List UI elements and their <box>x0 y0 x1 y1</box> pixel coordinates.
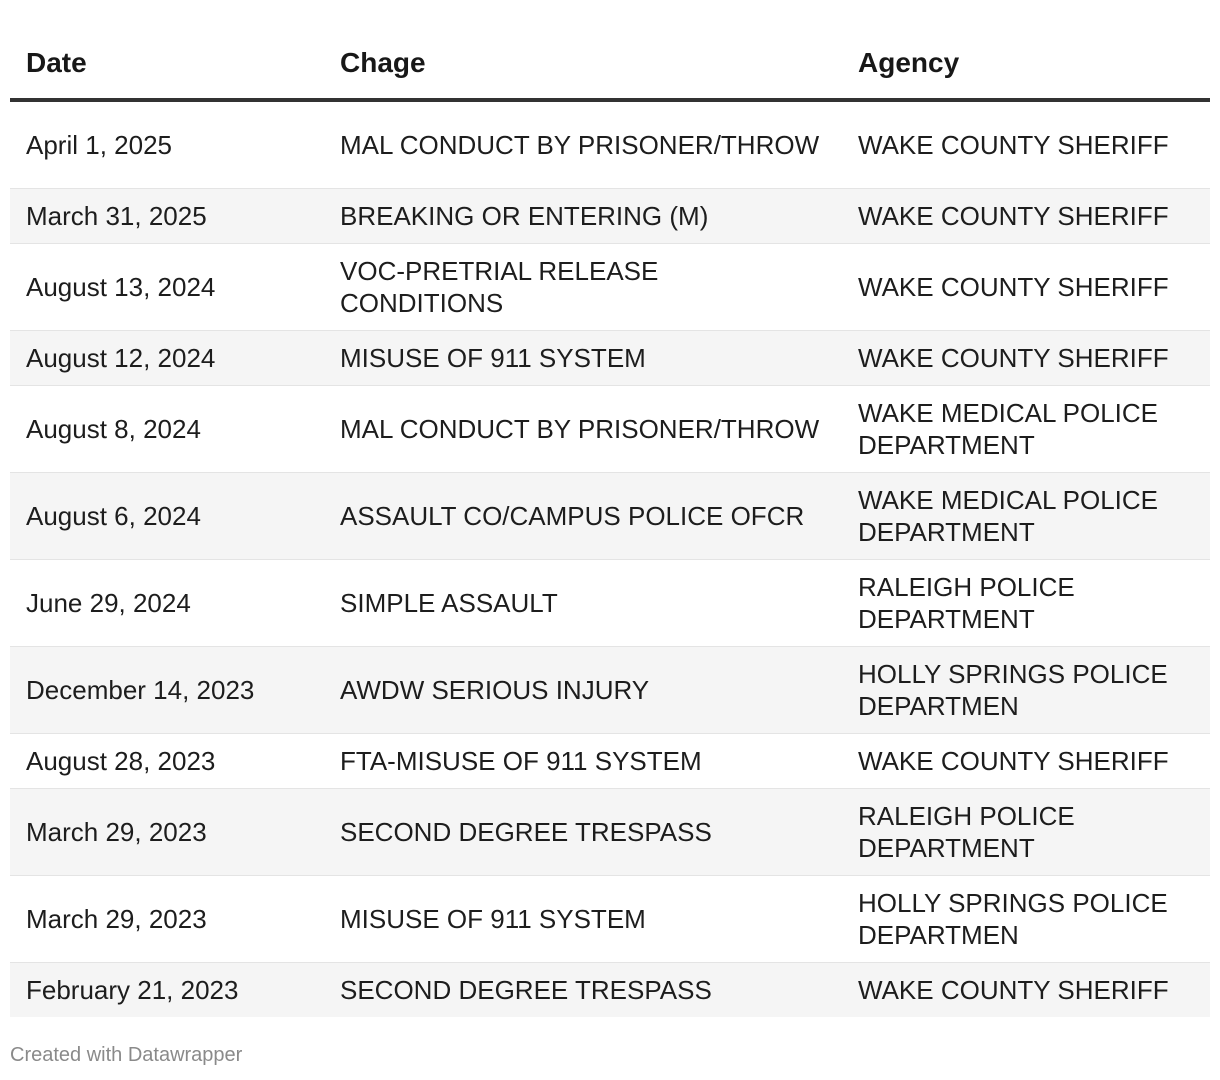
cell-date: August 6, 2024 <box>10 473 324 560</box>
cell-charge: MAL CONDUCT BY PRISONER/THROW <box>324 386 842 473</box>
cell-charge: BREAKING OR ENTERING (M) <box>324 189 842 244</box>
cell-agency: WAKE COUNTY SHERIFF <box>842 244 1210 331</box>
table-row <box>10 963 1210 1018</box>
arrest-records-table <box>10 26 1210 1017</box>
cell-date: August 13, 2024 <box>10 244 324 331</box>
cell-charge: ASSAULT CO/CAMPUS POLICE OFCR <box>324 473 842 560</box>
table-row <box>10 734 1210 789</box>
cell-agency: HOLLY SPRINGS POLICE DEPARTMEN <box>842 876 1210 963</box>
cell-agency: RALEIGH POLICE DEPARTMENT <box>842 560 1210 647</box>
cell-agency: WAKE MEDICAL POLICE DEPARTMENT <box>842 473 1210 560</box>
cell-agency: WAKE COUNTY SHERIFF <box>842 963 1210 1018</box>
cell-date: August 8, 2024 <box>10 386 324 473</box>
table-header-row <box>10 26 1210 100</box>
cell-charge: MAL CONDUCT BY PRISONER/THROW <box>324 100 842 189</box>
table-row <box>10 560 1210 647</box>
table-row <box>10 386 1210 473</box>
cell-charge: AWDW SERIOUS INJURY <box>324 647 842 734</box>
cell-date: April 1, 2025 <box>10 100 324 189</box>
cell-date: December 14, 2023 <box>10 647 324 734</box>
table-row <box>10 876 1210 963</box>
table-row <box>10 789 1210 876</box>
cell-agency: WAKE COUNTY SHERIFF <box>842 189 1210 244</box>
cell-charge: SIMPLE ASSAULT <box>324 560 842 647</box>
cell-date: June 29, 2024 <box>10 560 324 647</box>
cell-date: March 29, 2023 <box>10 876 324 963</box>
cell-agency: WAKE COUNTY SHERIFF <box>842 734 1210 789</box>
cell-charge: SECOND DEGREE TRESPASS <box>324 789 842 876</box>
cell-agency: RALEIGH POLICE DEPARTMENT <box>842 789 1210 876</box>
data-table-container <box>10 26 1210 1017</box>
cell-charge: MISUSE OF 911 SYSTEM <box>324 331 842 386</box>
table-row <box>10 647 1210 734</box>
cell-charge: MISUSE OF 911 SYSTEM <box>324 876 842 963</box>
table-row <box>10 244 1210 331</box>
cell-agency: HOLLY SPRINGS POLICE DEPARTMEN <box>842 647 1210 734</box>
cell-date: August 12, 2024 <box>10 331 324 386</box>
cell-agency: WAKE MEDICAL POLICE DEPARTMENT <box>842 386 1210 473</box>
cell-agency: WAKE COUNTY SHERIFF <box>842 100 1210 189</box>
footer-credit[interactable]: Created with Datawrapper <box>10 1044 243 1066</box>
column-header-agency[interactable]: Agency <box>842 26 1210 100</box>
cell-charge: FTA-MISUSE OF 911 SYSTEM <box>324 734 842 789</box>
table-row <box>10 100 1210 189</box>
column-header-date[interactable]: Date <box>10 26 324 100</box>
cell-date: August 28, 2023 <box>10 734 324 789</box>
cell-charge: VOC-PRETRIAL RELEASE CONDITIONS <box>324 244 842 331</box>
cell-date: March 29, 2023 <box>10 789 324 876</box>
table-row <box>10 473 1210 560</box>
table-row <box>10 331 1210 386</box>
cell-charge: SECOND DEGREE TRESPASS <box>324 963 842 1018</box>
table-row <box>10 189 1210 244</box>
column-header-charge[interactable]: Chage <box>324 26 842 100</box>
cell-date: February 21, 2023 <box>10 963 324 1018</box>
cell-agency: WAKE COUNTY SHERIFF <box>842 331 1210 386</box>
cell-date: March 31, 2025 <box>10 189 324 244</box>
